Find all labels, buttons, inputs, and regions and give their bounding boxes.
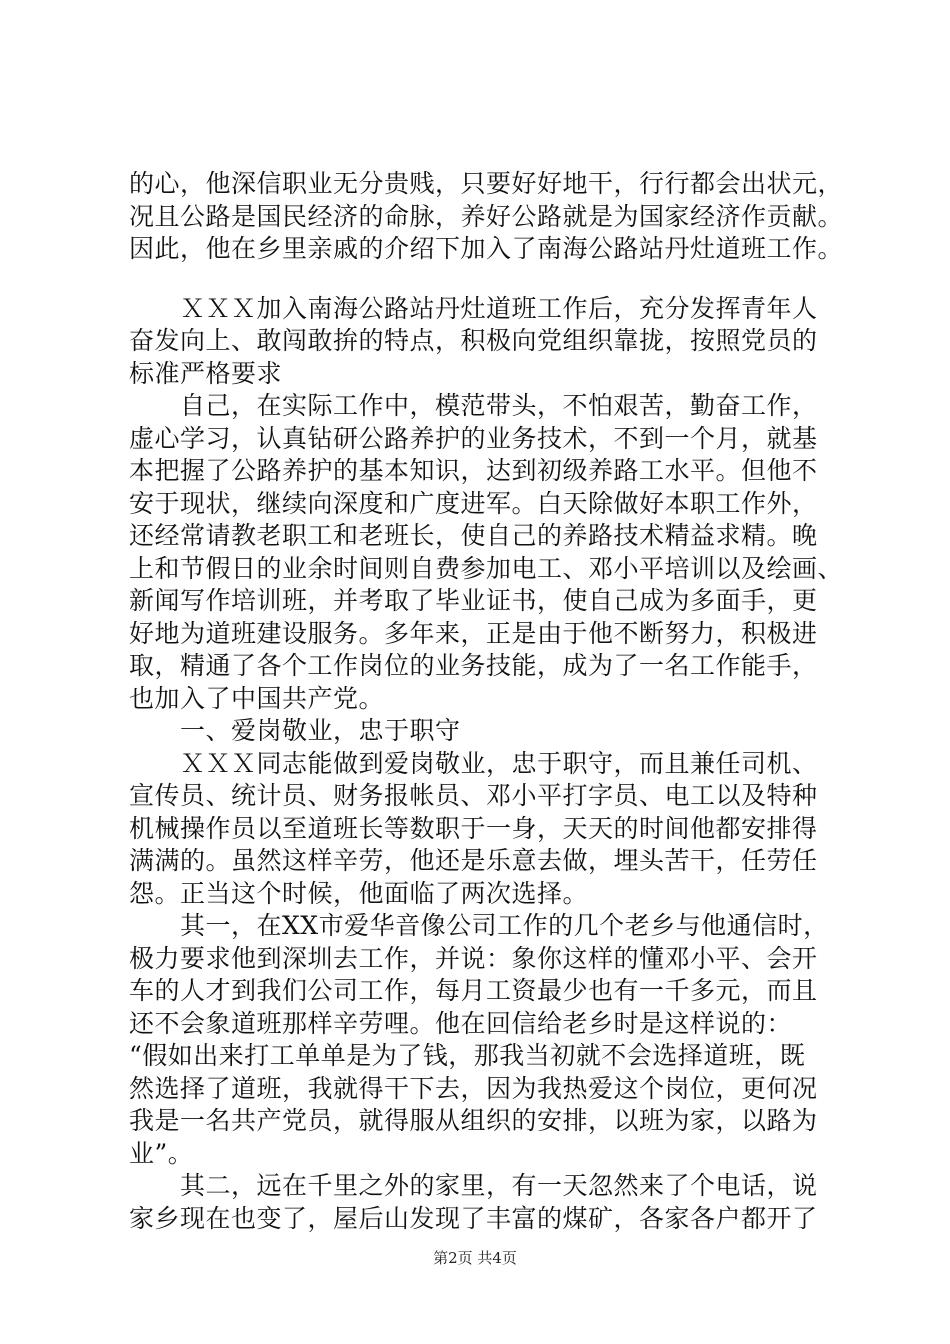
text-line: 其一，在XX市爱华音像公司工作的几个老乡与他通信时， [129, 911, 829, 940]
text-line: 机械操作员以至道班长等数职于一身，天天的时间他都安排得 [129, 813, 818, 843]
text-line: 家乡现在也变了，屋后山发现了丰富的煤矿，各家各户都开了 [129, 1203, 818, 1233]
text-line: 还经常请教老职工和老班长，使自己的养路技术精益求精。晚 [129, 521, 818, 550]
text-line: 上和节假日的业余时间则自费参加电工、邓小平培训以及绘画、 [129, 553, 844, 583]
text-line: 因此，他在乡里亲戚的介绍下加入了南海公路站丹灶道班工作。 [129, 234, 844, 263]
text-line: 我是一名共产党员，就得服从组织的安排，以班为家，以路为 [129, 1106, 818, 1135]
text-line: “假如出来打工单单是为了钱，那我当初就不会选择道班，既 [129, 1041, 806, 1070]
text-line: 还不会象道班那样辛劳哩。他在回信给老乡时是这样说的： [129, 1008, 793, 1038]
text-line: 怨。正当这个时候，他面临了两次选择。 [129, 878, 589, 908]
text-line: 好地为道班建设服务。多年来，正是由于他不断努力，积极进 [129, 618, 818, 648]
text-line: ＸＸＸ同志能做到爱岗敬业，忠于职守，而且兼任司机、 [129, 748, 818, 778]
text-line: 新闻写作培训班，并考取了毕业证书，使自己成为多面手，更 [129, 586, 818, 615]
text-line: 况且公路是国民经济的命脉，养好公路就是为国家经济作贡献。 [129, 201, 844, 231]
text-line: 虚心学习，认真钻研公路养护的业务技术，不到一个月，就基 [129, 423, 818, 453]
text-line: 业”。 [129, 1138, 194, 1168]
text-line: 取，精通了各个工作岗位的业务技能，成为了一名工作能手， [129, 651, 818, 680]
section-heading: 一、爱岗敬业，忠于职守 [129, 716, 461, 745]
text-line: 也加入了中国共产党。 [129, 683, 385, 713]
text-line: 自己，在实际工作中，模范带头，不怕艰苦，勤奋工作， [129, 391, 818, 420]
text-line: 车的人才到我们公司工作，每月工资最少也有一千多元，而且 [129, 976, 818, 1005]
text-line: 极力要求他到深圳去工作，并说：象你这样的懂邓小平、会开 [129, 943, 818, 973]
text-line: 标准严格要求 [129, 358, 283, 388]
text-line: ＸＸＸ加入南海公路站丹灶道班工作后，充分发挥青年人 [129, 293, 818, 323]
text-line: 奋发向上、敢闯敢拚的特点，积极向党组织靠拢，按照党员的 [129, 326, 818, 355]
text-line: 宣传员、统计员、财务报帐员、邓小平打字员、电工以及特种 [129, 781, 818, 810]
page-footer: 第2页 共4页 [433, 1249, 517, 1267]
text-line: 的心，他深信职业无分贵贱，只要好好地干，行行都会出状元， [129, 169, 844, 198]
text-line: 满满的。虽然这样辛劳，他还是乐意去做，埋头苦干，任劳任 [129, 846, 818, 875]
body-text [129, 168, 844, 1235]
paragraph-gap [129, 266, 834, 293]
text-line: 其二，远在千里之外的家里，有一天忽然来了个电话，说 [129, 1171, 818, 1200]
text-line: 然选择了道班，我就得干下去，因为我热爱这个岗位，更何况 [129, 1073, 818, 1103]
text-line: 安于现状，继续向深度和广度进军。白天除做好本职工作外， [129, 488, 818, 518]
text-line: 本把握了公路养护的基本知识，达到初级养路工水平。但他不 [129, 456, 818, 485]
